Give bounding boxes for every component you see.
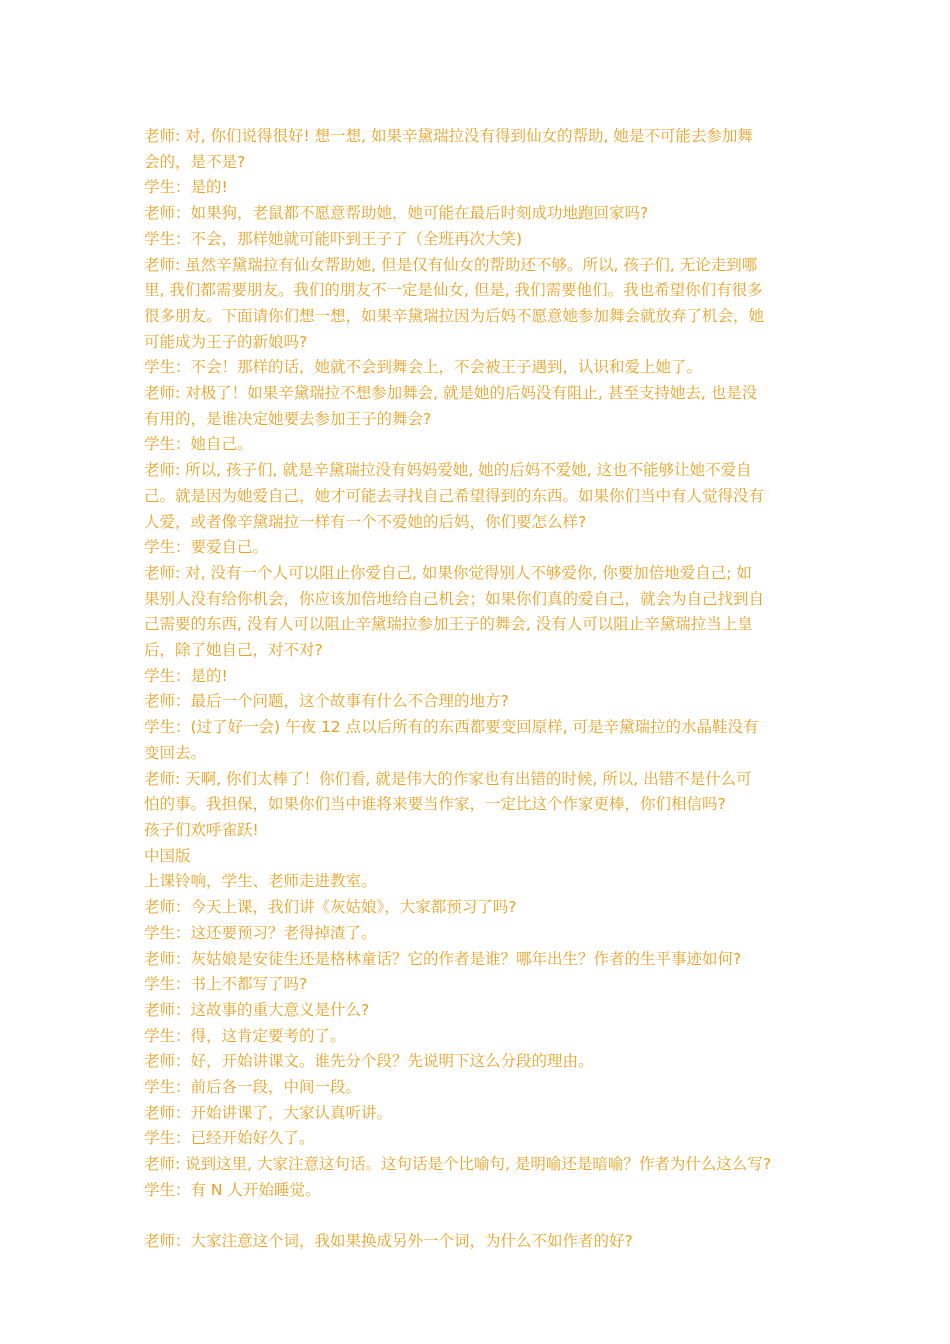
dialogue-paragraph — [144, 1229, 816, 1255]
dialogue-paragraph — [144, 998, 816, 1024]
text-line: 后，除了她自己，对不对? — [144, 641, 323, 660]
text-line: 学生：不会！那样的话，她就不会到舞会上，不会被王子遇到，认识和爱上她了。 — [144, 358, 703, 377]
text-line: 学生：这还要预习？老得掉渣了。 — [144, 923, 377, 942]
dialogue-paragraph — [144, 818, 816, 844]
dialogue-paragraph — [144, 201, 816, 227]
blank-gap — [144, 1204, 816, 1229]
dialogue-paragraph — [144, 664, 816, 690]
text-line: 学生：书上不都写了吗? — [144, 975, 308, 994]
text-line: 学生：是的! — [144, 666, 228, 685]
text-line: 会的，是不是? — [144, 152, 246, 171]
dialogue-paragraph — [144, 947, 816, 973]
dialogue-paragraph — [144, 1178, 816, 1204]
dialogue-paragraph — [144, 1049, 816, 1075]
text-line: 可能成为王子的新娘吗? — [144, 332, 308, 351]
dialogue-paragraph — [144, 355, 816, 381]
text-line: 学生：是的! — [144, 178, 228, 197]
text-line: 学生：前后各一段，中间一段。 — [144, 1078, 362, 1097]
dialogue-paragraph — [144, 1101, 816, 1127]
text-line: 学生：已经开始好久了。 — [144, 1129, 315, 1148]
dialogue-paragraph — [144, 432, 816, 458]
dialogue-paragraph — [144, 844, 816, 870]
dialogue-paragraph — [144, 895, 816, 921]
text-line: 很多朋友。下面请你们想一想，如果辛黛瑞拉因为后妈不愿意她参加舞会就放弃了机会，她 — [144, 306, 765, 325]
dialogue-paragraph — [144, 1152, 816, 1178]
dialogue-paragraph — [144, 124, 816, 175]
text-line: 老师：好，开始讲课文。谁先分个段？先说明下这么分段的理由。 — [144, 1052, 594, 1071]
text-line: 怕的事。我担保，如果你们当中谁将来要当作家，一定比这个作家更棒，你们相信吗? — [144, 795, 726, 814]
text-line: 学生：要爱自己。 — [144, 538, 269, 557]
text-line: 老师: 所以, 孩子们, 就是辛黛瑞拉没有妈妈爱她, 她的后妈不爱她, 这也不能够让她不爱自 — [144, 461, 752, 480]
dialogue-paragraph — [144, 1075, 816, 1101]
dialogue-paragraph — [144, 869, 816, 895]
dialogue-paragraph — [144, 175, 816, 201]
dialogue-paragraph — [144, 535, 816, 561]
text-line: 学生：不会，那样她就可能吓到王子了（全班再次大笑) — [144, 229, 523, 248]
document-body — [144, 124, 816, 1254]
text-line: 学生：(过了好一会) 午夜 12 点以后所有的东西都要变回原样, 可是辛黛瑞拉的水晶鞋没有 — [144, 718, 759, 737]
text-line: 变回去。 — [144, 743, 207, 762]
text-line: 学生：得，这肯定要考的了。 — [144, 1026, 346, 1045]
dialogue-paragraph — [144, 253, 816, 356]
dialogue-paragraph — [144, 1024, 816, 1050]
text-line: 老师：开始讲课了，大家认真听讲。 — [144, 1103, 393, 1122]
dialogue-paragraph — [144, 689, 816, 715]
dialogue-paragraph — [144, 972, 816, 998]
text-line: 老师: 对, 你们说得很好! 想一想, 如果辛黛瑞拉没有得到仙女的帮助, 她是不可能去参加舞 — [144, 127, 753, 145]
text-line: 果别人没有给你机会，你应该加倍地给自己机会；如果你们真的爱自己，就会为自己找到自 — [144, 589, 765, 608]
dialogue-paragraph — [144, 381, 816, 432]
dialogue-paragraph — [144, 921, 816, 947]
text-line: 中国版 — [144, 846, 191, 865]
text-line: 己需要的东西, 没有人可以阻止辛黛瑞拉参加王子的舞会, 没有人可以阻止辛黛瑞拉当上皇 — [144, 615, 753, 634]
text-line: 学生：她自己。 — [144, 435, 253, 454]
text-line: 有用的，是谁决定她要去参加王子的舞会? — [144, 409, 432, 428]
text-line: 老师：今天上课，我们讲《灰姑娘》，大家都预习了吗? — [144, 898, 517, 917]
text-line: 老师: 对, 没有一个人可以阻止你爱自己, 如果你觉得别人不够爱你, 你要加倍地爱自己; 如 — [144, 563, 752, 582]
text-line: 老师：灰姑娘是安徒生还是格林童话？它的作者是谁？哪年出生？作者的生平事迹如何? — [144, 949, 742, 968]
dialogue-paragraph — [144, 1126, 816, 1152]
text-line: 学生：有 N 人开始睡觉。 — [144, 1180, 321, 1199]
dialogue-paragraph — [144, 227, 816, 253]
text-line: 里, 我们都需要朋友。我们的朋友不一定是仙女, 但是, 我们需要他们。我也希望你们有很多 — [144, 281, 763, 300]
dialogue-paragraph — [144, 767, 816, 818]
text-line: 老师：如果狗，老鼠都不愿意帮助她，她可能在最后时刻成功地跑回家吗? — [144, 204, 649, 223]
text-line: 老师: 说到这里, 大家注意这句话。这句话是个比喻句, 是明喻还是暗喻？作者为什么这么写? — [144, 1155, 772, 1174]
text-line: 上课铃响，学生、老师走进教室。 — [144, 872, 377, 891]
text-line: 老师: 天啊, 你们太棒了！你们看, 就是伟大的作家也有出错的时候, 所以, 出错不是什么可 — [144, 769, 752, 788]
dialogue-paragraph — [144, 561, 816, 664]
text-line: 老师: 虽然辛黛瑞拉有仙女帮助她, 但是仅有仙女的帮助还不够。所以, 孩子们, 无论走到哪 — [144, 255, 758, 274]
text-line: 老师：大家注意这个词，我如果换成另外一个词，为什么不如作者的好? — [144, 1231, 633, 1250]
dialogue-paragraph — [144, 458, 816, 535]
text-line: 孩子们欢呼雀跃! — [144, 820, 259, 839]
text-line: 老师：这故事的重大意义是什么? — [144, 1000, 370, 1019]
dialogue-paragraph — [144, 715, 816, 766]
text-line: 老师: 对极了！如果辛黛瑞拉不想参加舞会, 就是她的后妈没有阻止, 甚至支持她去, 也是没 — [144, 384, 758, 403]
text-line: 己。就是因为她爱自己，她才可能去寻找自己希望得到的东西。如果你们当中有人觉得没有 — [144, 486, 765, 505]
text-line: 老师：最后一个问题，这个故事有什么不合理的地方? — [144, 692, 509, 711]
text-line: 人爱，或者像辛黛瑞拉一样有一个不爱她的后妈，你们要怎么样? — [144, 512, 587, 531]
